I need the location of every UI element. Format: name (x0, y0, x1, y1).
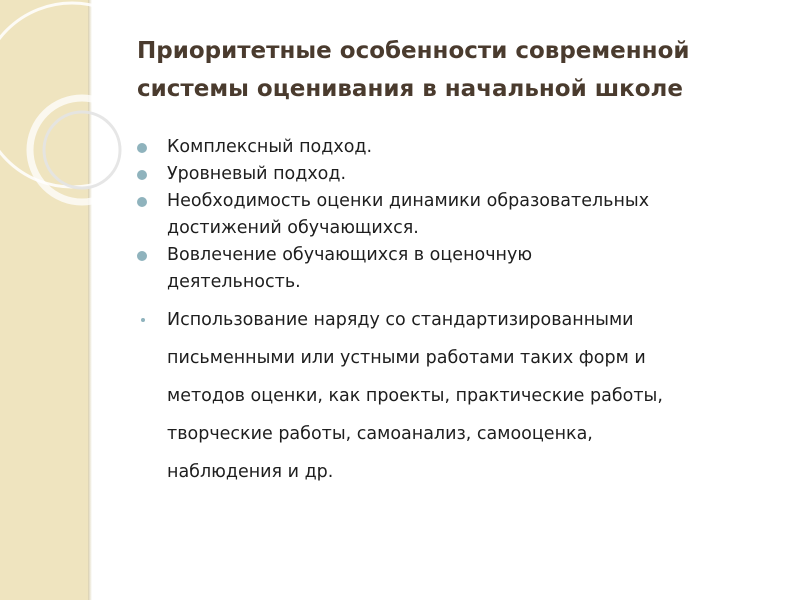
sub-bullet-text: методов оценки, как проекты, практические работы, (167, 386, 663, 406)
sub-bullet-text: творческие работы, самоанализ, самооценка, (167, 424, 593, 444)
bullet-icon (137, 170, 147, 180)
bullet-list (137, 134, 777, 491)
bullet-icon (137, 197, 147, 207)
title-line-2: системы оценивания в начальной школе (137, 76, 684, 102)
bullet-item (137, 242, 777, 296)
bullet-item (137, 134, 777, 161)
slide-title (137, 32, 777, 108)
bullet-icon (137, 251, 147, 261)
bullet-text: Комплексный подход. (167, 137, 373, 157)
bullet-text: Вовлечение обучающихся в оценочную (167, 245, 533, 265)
bullet-text: Необходимость оценки динамики образовательных (167, 191, 650, 211)
small-bullet-icon (141, 318, 145, 322)
bullet-item (137, 161, 777, 188)
bullet-text: достижений обучающихся. (167, 218, 419, 238)
bullet-text: деятельность. (167, 272, 301, 292)
sub-bullet-text: письменными или устными работами таких форм и (167, 348, 646, 368)
sub-bullet-text: наблюдения и др. (167, 462, 334, 482)
sub-bullet-item (137, 301, 777, 491)
title-line-1: Приоритетные особенности современной (137, 38, 690, 64)
bullet-item (137, 188, 777, 242)
bullet-text: Уровневый подход. (167, 164, 347, 184)
sub-bullet-text: Использование наряду со стандартизированными (167, 310, 634, 330)
concentric-rings-icon (0, 0, 160, 260)
bullet-icon (137, 143, 147, 153)
